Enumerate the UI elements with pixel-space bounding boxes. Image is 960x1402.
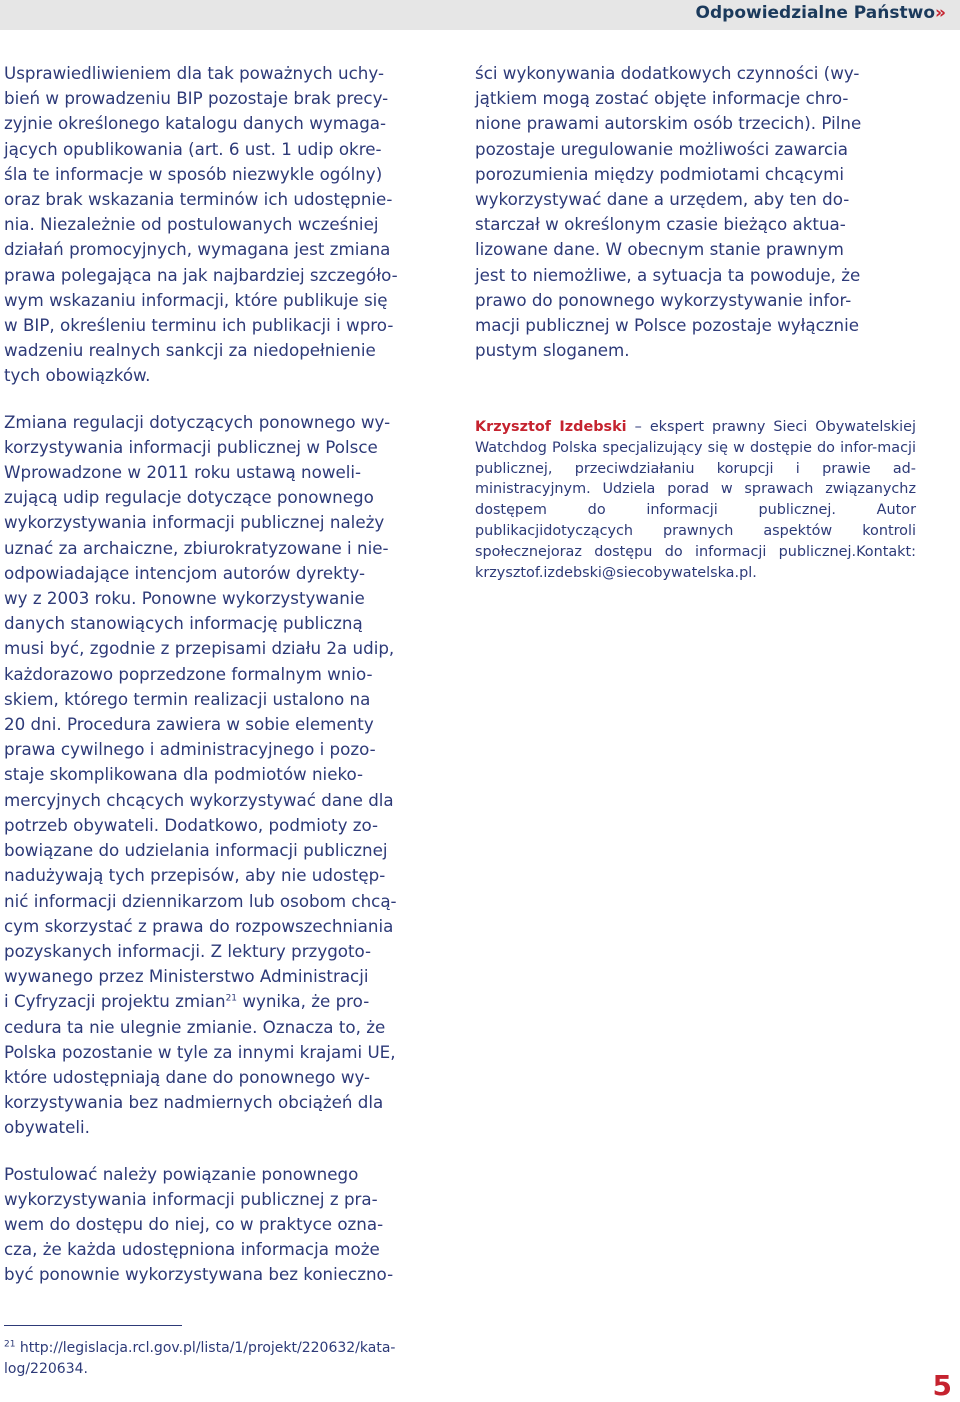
text-line: tych obowiązków.: [4, 365, 151, 386]
section-title: [696, 3, 946, 23]
footnote-number: 21: [4, 1339, 16, 1350]
section-title-text: Odpowiedzialne Państwo: [695, 3, 936, 23]
text-line: wykorzystywania informacji publicznej należy: [4, 512, 385, 533]
text-line: 20 dni. Procedura zawiera w sobie elementy: [4, 714, 374, 735]
text-line: Wprowadzone w 2011 roku ustawą noweli-: [4, 462, 362, 483]
paragraph-continuation: [475, 61, 916, 363]
text-line: śla te informacje w sposób niezwykle ogólny): [4, 163, 383, 184]
text-line: prawa polegająca na jak najbardziej szczegóło-: [4, 264, 398, 285]
text-line: ministracyjnym. Udziela porad w sprawach związanych: [475, 481, 909, 498]
text-line: wym wskazaniu informacji, które publikuje się: [4, 289, 388, 310]
paragraph-reuse-regulation: [4, 410, 445, 1141]
text-line: nione prawami autorskim osób trzecich). Pilne: [475, 113, 862, 134]
footnote-link-cont[interactable]: log/220634.: [4, 1361, 88, 1377]
author-bio: [475, 417, 916, 583]
text-line: jątkiem mogą zostać objęte informacje chro-: [475, 88, 849, 109]
text-line: pozostaje uregulowanie możliwości zawarcia: [475, 138, 849, 159]
text-fragment: wynika, że pro-: [237, 991, 370, 1012]
text-line: z dostępem do informacji publicznej. Autor publikacji: [475, 481, 916, 539]
right-column: [475, 61, 916, 363]
text-line: które udostępniają dane do ponownego wy-: [4, 1066, 371, 1087]
text-line: Watchdog Polska specjalizujący się w dostępie do infor-: [475, 439, 878, 456]
text-line: prawa cywilnego i administracyjnego i pozo-: [4, 739, 376, 760]
text-line: mercyjnych chcących wykorzystywać dane dla: [4, 789, 394, 810]
text-line: być ponownie wykorzystywana bez konieczno-: [4, 1264, 394, 1285]
text-line: macji publicznej w Polsce pozostaje wyłącznie: [475, 315, 860, 336]
text-line: danych stanowiących informację publiczną: [4, 613, 363, 634]
page-header: [0, 0, 960, 30]
footnote-link[interactable]: http://legislacja.rcl.gov.pl/lista/1/projekt/220632/kata-: [15, 1340, 396, 1356]
text-line: Usprawiedliwieniem dla tak poważnych uchy-: [4, 63, 384, 83]
text-line: cedura ta nie ulegnie zmianie. Oznacza to, że: [4, 1016, 386, 1037]
text-line: nić informacji dziennikarzom lub osobom chcą-: [4, 890, 397, 911]
paragraph-postulate: [4, 1162, 445, 1288]
text-line: obywateli.: [4, 1117, 90, 1138]
paragraph-bip: [4, 61, 445, 389]
text-line: pozyskanych informacji. Z lektury przygoto-: [4, 940, 372, 961]
text-line: jest to niemożliwe, a sytuacja ta powoduje, że: [475, 264, 861, 285]
text-line: zującą udip regulacje dotyczące ponownego: [4, 487, 374, 508]
text-line: nadużywają tych przepisów, aby nie udostęp-: [4, 865, 386, 886]
text-line: wem do dostępu do niej, co w praktyce ozna-: [4, 1213, 384, 1234]
text-line: porozumienia między podmiotami chcącymi: [475, 163, 844, 184]
text-line: macji publicznej, przeciwdziałaniu korupcji i prawie ad-: [475, 439, 916, 477]
text-line: bień w prowadzeniu BIP pozostaje brak precy-: [4, 88, 389, 109]
text-line: wy z 2003 roku. Ponowne wykorzystywanie: [4, 588, 365, 609]
text-line: bowiązane do udzielania informacji publicznej: [4, 840, 388, 861]
text-line: cym skorzystać z prawa do rozpowszechniania: [4, 915, 394, 936]
text-line: Kontakt: krzysztof.izdebski@siecobywatelska.pl.: [475, 543, 916, 581]
text-line: zyjnie określonego katalogu danych wymaga-: [4, 113, 387, 134]
text-line: Postulować należy powiązanie ponownego: [4, 1163, 359, 1184]
page-number: 5: [932, 1369, 952, 1402]
text-line: wykorzystywania informacji publicznej z pra-: [4, 1188, 378, 1209]
text-line: wywanego przez Ministerstwo Administracji: [4, 966, 369, 987]
text-line: cza, że każda udostępniona informacja może: [4, 1239, 380, 1260]
text-line: w BIP, określeniu terminu ich publikacji i wpro-: [4, 315, 394, 336]
text-line: działań promocyjnych, wymagana jest zmiana: [4, 239, 391, 260]
text-line: dotyczących prawnych aspektów kontroli społecznej: [475, 522, 916, 560]
text-line: korzystywania bez nadmiernych obciążeń dla: [4, 1092, 384, 1113]
section-arrow-icon: »: [935, 3, 946, 23]
text-line: [4, 989, 445, 1014]
text-line: nia. Niezależnie od postulowanych wcześniej: [4, 214, 379, 235]
text-line: jących opublikowania (art. 6 ust. 1 udip okre-: [4, 138, 382, 159]
text-line: oraz dostępu do informacji publicznej.: [550, 543, 857, 560]
text-line: Polska pozostanie w tyle za innymi krajami UE,: [4, 1041, 396, 1062]
text-fragment: i Cyfryzacji projektu zmian: [4, 991, 226, 1012]
text-line: korzystywania informacji publicznej w Polsce: [4, 436, 378, 457]
text-line: skiem, którego termin realizacji ustalono na: [4, 688, 371, 709]
text-line: potrzeb obywateli. Dodatkowo, podmioty zo-: [4, 814, 379, 835]
text-line: lizowane dane. W obecnym stanie prawnym: [475, 239, 844, 260]
text-line: staje skomplikowana dla podmiotów nieko-: [4, 764, 364, 785]
footnote: [4, 1338, 445, 1380]
text-line: wadzeniu realnych sankcji za niedopełnienie: [4, 340, 376, 361]
text-line: musi być, zgodnie z przepisami działu 2a udip,: [4, 638, 395, 659]
text-line: starczał w określonym czasie bieżąco aktua-: [475, 214, 846, 235]
text-line: wykorzystywać dane a urzędem, aby ten do-: [475, 189, 850, 210]
text-line: uznać za archaiczne, zbiurokratyzowane i nie-: [4, 537, 389, 558]
footnote-divider: [4, 1325, 182, 1326]
text-line: ści wykonywania dodatkowych czynności (wy-: [475, 63, 860, 83]
text-line: Zmiana regulacji dotyczących ponownego wy-: [4, 411, 391, 432]
left-column: [4, 61, 445, 1288]
author-role: – ekspert prawny Sieci Obywatelskiej: [626, 419, 916, 435]
text-line: odpowiadające intencjom autorów dyrekty-: [4, 562, 365, 583]
text-line: pustym sloganem.: [475, 340, 630, 361]
author-name: Krzysztof Izdebski: [475, 419, 627, 435]
footnote-ref[interactable]: 21: [225, 993, 238, 1004]
text-line: prawo do ponownego wykorzystywanie infor-: [475, 289, 852, 310]
text-line: oraz brak wskazania terminów ich udostępnie-: [4, 189, 393, 210]
text-line: każdorazowo poprzedzone formalnym wnio-: [4, 663, 373, 684]
